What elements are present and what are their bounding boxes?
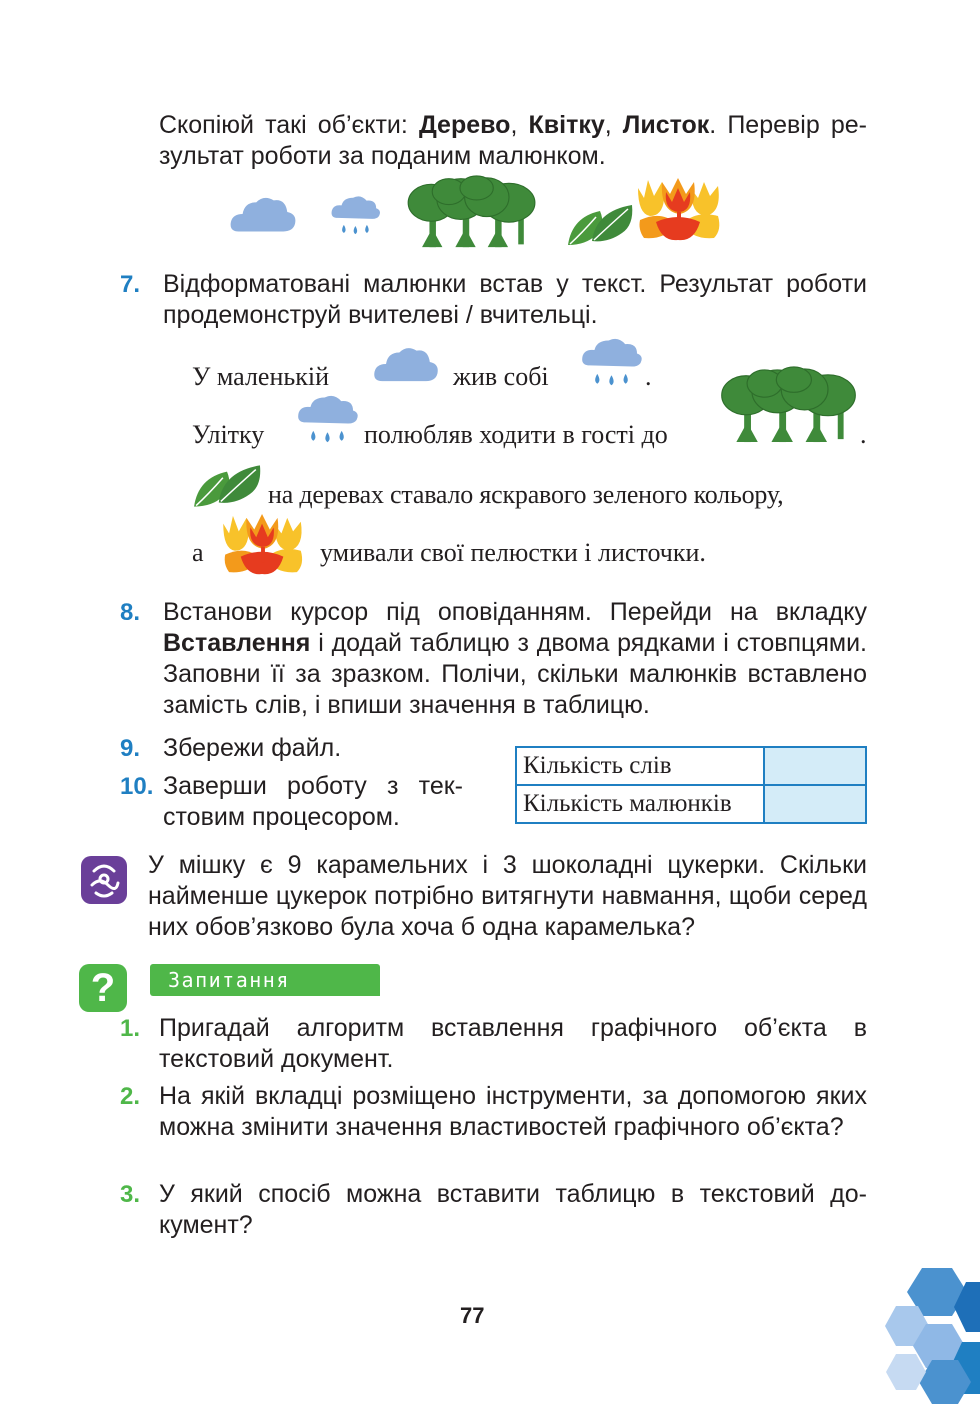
table-cell-pictures-value	[764, 785, 866, 823]
table-cell-words-label: Кількість слів	[516, 747, 764, 785]
story-line1-end: .	[645, 362, 652, 391]
hexagon-decoration-icon	[878, 1262, 980, 1405]
task-9-number: 9.	[120, 735, 141, 762]
page-number: 77	[460, 1303, 485, 1328]
story-line3: на деревах ставало яскравого зеленого кольору,	[268, 480, 784, 509]
story-line2-end: .	[860, 420, 867, 449]
puzzle-text: У мішку є 9 карамельних і 3 шоколадні цукерки. Скільки найменше цукерок потрібно витягнути навмання, щоби серед них обов’язково була хоча б одна карамелька?	[148, 851, 867, 941]
sample-table	[515, 746, 867, 824]
question-icon: ?	[79, 964, 127, 1012]
task-9-text: Збережи файл.	[163, 734, 342, 762]
rain-cloud-icon	[330, 194, 380, 238]
story-rain-cloud-icon-2	[296, 394, 358, 446]
object-flower-name: Квітку	[528, 111, 605, 139]
story-line4-start: а	[192, 538, 204, 567]
object-leaf-name: Листок	[622, 111, 710, 139]
table-cell-words-value	[764, 747, 866, 785]
puzzle-icon	[80, 855, 128, 905]
story-cloud-icon	[372, 343, 440, 383]
story-leaves-icon	[192, 463, 262, 509]
question-2-number: 2.	[120, 1083, 141, 1110]
intro-paragraph: Скопіюй такі об’єкти: Дерево, Квітку, Листок. Перевір результат роботи за поданим малюнком.	[159, 111, 867, 170]
trees-icon	[402, 175, 542, 249]
task-10-text: Заверши роботу з текстовим процесором.	[163, 772, 463, 831]
table-row	[516, 747, 866, 785]
leaves-icon	[566, 203, 634, 247]
table-row	[516, 785, 866, 823]
story-flowers-icon	[218, 512, 308, 576]
question-2-text: На якій вкладці розміщено інструменти, за допомогою яких можна змінити значення властивостей графічного об’єкта?	[159, 1082, 867, 1141]
story-rain-cloud-icon	[580, 337, 642, 389]
cloud-icon	[229, 192, 297, 234]
story-line2-middle: полюбляв ходити в гості до	[364, 420, 668, 449]
story-line2-start: Улітку	[192, 420, 265, 449]
story-line1-start: У маленькій	[192, 362, 330, 391]
question-3-number: 3.	[120, 1181, 141, 1208]
task-10-number: 10.	[120, 773, 154, 800]
question-1-number: 1.	[120, 1015, 141, 1042]
task-8-number: 8.	[120, 599, 141, 626]
story-line1-middle: жив собі	[453, 362, 549, 391]
questions-header-title: Запитання	[168, 968, 290, 992]
question-3-text: У який спосіб можна вставити таблицю в текстовий документ?	[159, 1180, 867, 1239]
story-trees-icon	[718, 366, 860, 444]
insert-tab-name: Вставлення	[163, 629, 311, 657]
object-tree-name: Дерево	[418, 111, 511, 139]
task-7-number: 7.	[120, 271, 141, 298]
task-8-text: Встанови курсор під оповіданням. Перейди на вкладку Вставлення і додай таблицю з двома рядками і стовпцями. Заповни її за зразком. Полічи, скільки малюнків вставлено замість слів, і впиши значення в таблицю.	[163, 598, 867, 719]
story-line4-end: умивали свої пелюстки і листочки.	[320, 538, 706, 567]
table-cell-pictures-label: Кількість малюнків	[516, 785, 764, 823]
task-7-text: Відформатовані малюнки встав у текст. Результат роботи продемонструй вчителеві / вчительці.	[163, 270, 867, 329]
questions-header-bar	[150, 964, 380, 996]
question-1-text: Пригадай алгоритм вставлення графічного об’єкта в текстовий документ.	[159, 1014, 867, 1073]
flowers-icon	[636, 176, 722, 242]
